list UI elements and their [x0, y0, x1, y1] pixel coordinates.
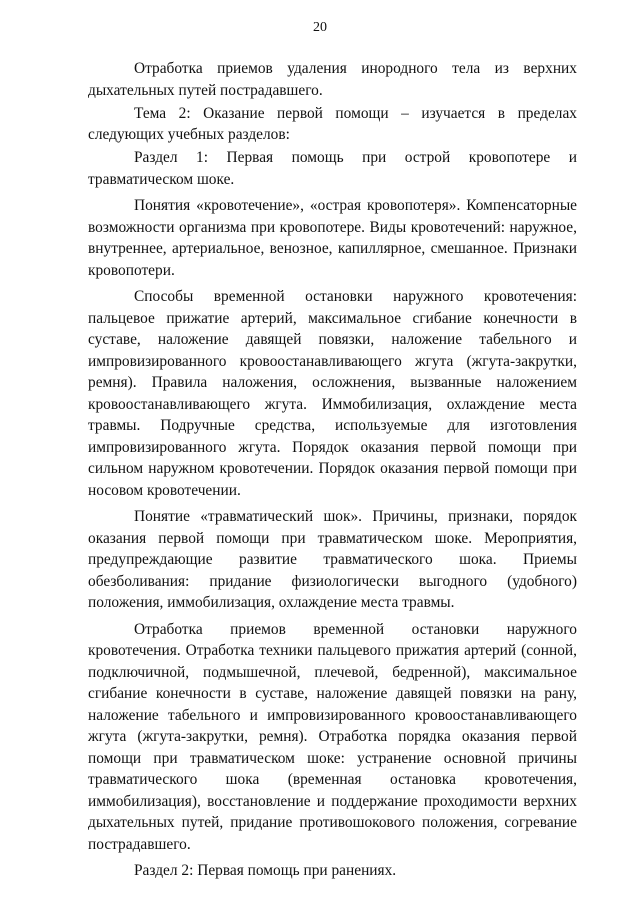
paragraph-section-2-heading: Раздел 2: Первая помощь при ранениях. [134, 862, 397, 879]
paragraph-foreign-body-removal: Отработка приемов удаления инородного тела из верхних дыхательных путей пострадавшего. [88, 60, 577, 99]
paragraph-section-1-heading: Раздел 1: Первая помощь при острой кровопотере и травматическом шоке. [88, 149, 577, 188]
paragraph-topic-2: Тема 2: Оказание первой помощи – изучается в пределах следующих учебных разделов: [88, 104, 577, 143]
paragraph-traumatic-shock: Понятие «травматический шок». Причины, признаки, порядок оказания первой помощи при травматическом шоке. Мероприятия, предупреждающие развитие травматического шока. Приемы обезболивания: придание физиологически выгодного (удобного) положения, иммобилизация, охлаждение места травмы. [88, 508, 577, 611]
page-number: 20 [313, 20, 327, 35]
paragraph-bleeding-concepts: Понятия «кровотечение», «острая кровопотеря». Компенсаторные возможности организма при кровопотере. Виды кровотечений: наружное, внутреннее, артериальное, венозное, капиллярное, смешанное. Признаки кровопотери. [88, 197, 577, 279]
document-body [88, 58, 577, 882]
paragraph-bleeding-control-methods: Способы временной остановки наружного кровотечения: пальцевое прижатие артерий, максимальное сгибание конечности в суставе, наложение давящей повязки, наложение табельного и импровизированного кровоостанавливающего жгута (жгута-закрутки, ремня). Правила наложения, осложнения, вызванные наложением кровоостанавливающего жгута. Иммобилизация, охлаждение места травмы. Подручные средства, используемые для изготовления импровизированного жгута. Порядок оказания первой помощи при сильном наружном кровотечении. Порядок оказания первой помощи при носовом кровотечении. [88, 288, 577, 499]
paragraph-practice-bleeding-control: Отработка приемов временной остановки наружного кровотечения. Отработка техники пальцевого прижатия артерий (сонной, подключичной, подмышечной, плечевой, бедренной), максимальное сгибание конечности в суставе, наложение давящей повязки на рану, наложение табельного и импровизированного кровоостанавливающего жгута (жгута-закрутки, ремня). Отработка порядка оказания первой помощи при травматическом шоке: устранение основной причины травматического шока (временная остановка кровотечения, иммобилизация), восстановление и поддержание проходимости верхних дыхательных путей, придание противошокового положения, согревание пострадавшего. [88, 620, 577, 853]
